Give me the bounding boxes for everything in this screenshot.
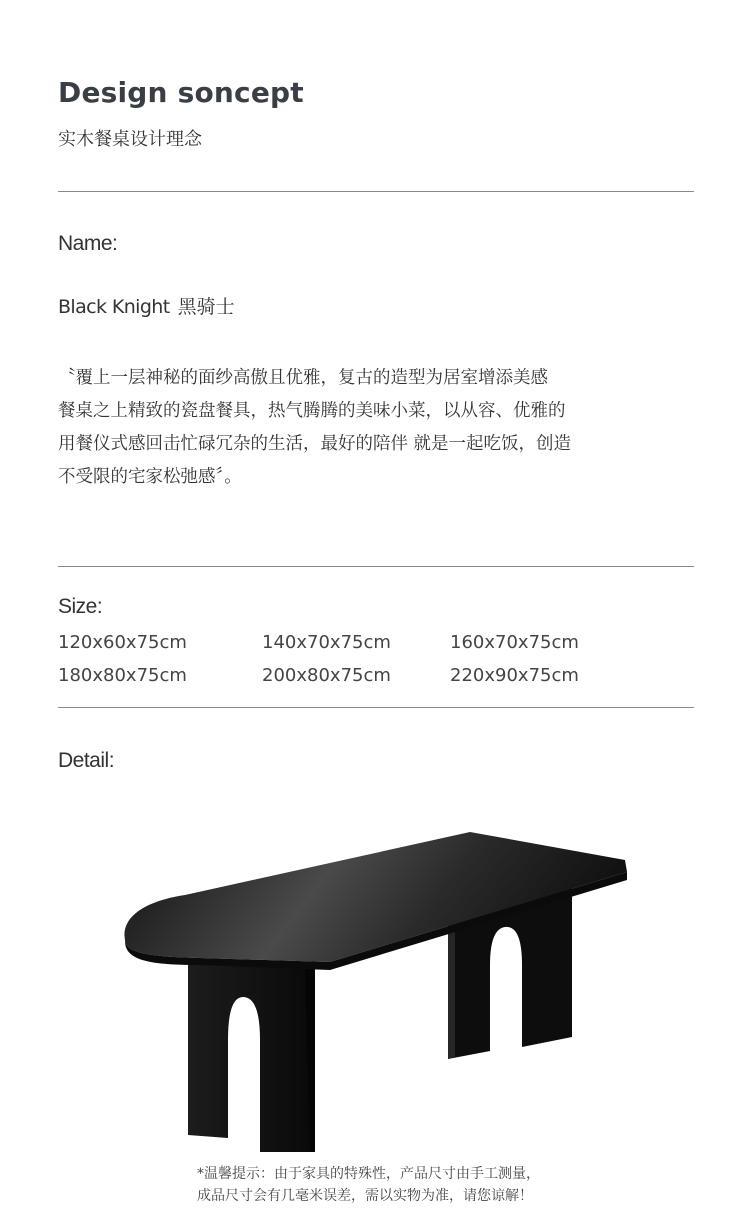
size-option: 220x90x75cm [450,665,579,686]
product-name-cn: 黑骑士 [177,296,235,318]
size-option: 180x80x75cm [58,665,187,686]
disclaimer-line: *温馨提示：由于家具的特殊性，产品尺寸由手工测量， [197,1166,540,1182]
size-option: 200x80x75cm [262,665,391,686]
page-title: Design soncept [58,76,304,109]
disclaimer-note [197,1163,540,1207]
size-option: 140x70x75cm [262,632,391,653]
description-line: 〝覆上一层神秘的面纱高傲且优雅，复古的造型为居室增添美感 [58,368,548,388]
divider [58,191,694,192]
divider [58,707,694,708]
name-label: Name: [58,232,118,255]
description-line: 用餐仪式感回击忙碌冗杂的生活，最好的陪伴 就是一起吃饭，创造 [58,434,572,454]
product-name [58,292,235,319]
divider [58,566,694,567]
size-option: 160x70x75cm [450,632,579,653]
size-option: 120x60x75cm [58,632,187,653]
table-front-leg [188,962,315,1152]
detail-label: Detail: [58,749,115,772]
product-name-en: Black Knight [58,296,170,318]
size-label: Size: [58,595,103,618]
description-line: 不受限的宅家松弛感〞。 [58,467,242,487]
page-subtitle: 实木餐桌设计理念 [58,129,202,150]
disclaimer-line: 成品尺寸会有几毫米误差，需以实物为准，请您谅解！ [197,1188,533,1204]
description-line: 餐桌之上精致的瓷盘餐具，热气腾腾的美味小菜，以从容、优雅的 [58,401,566,421]
description [58,362,688,494]
dining-table-image [110,815,640,1160]
